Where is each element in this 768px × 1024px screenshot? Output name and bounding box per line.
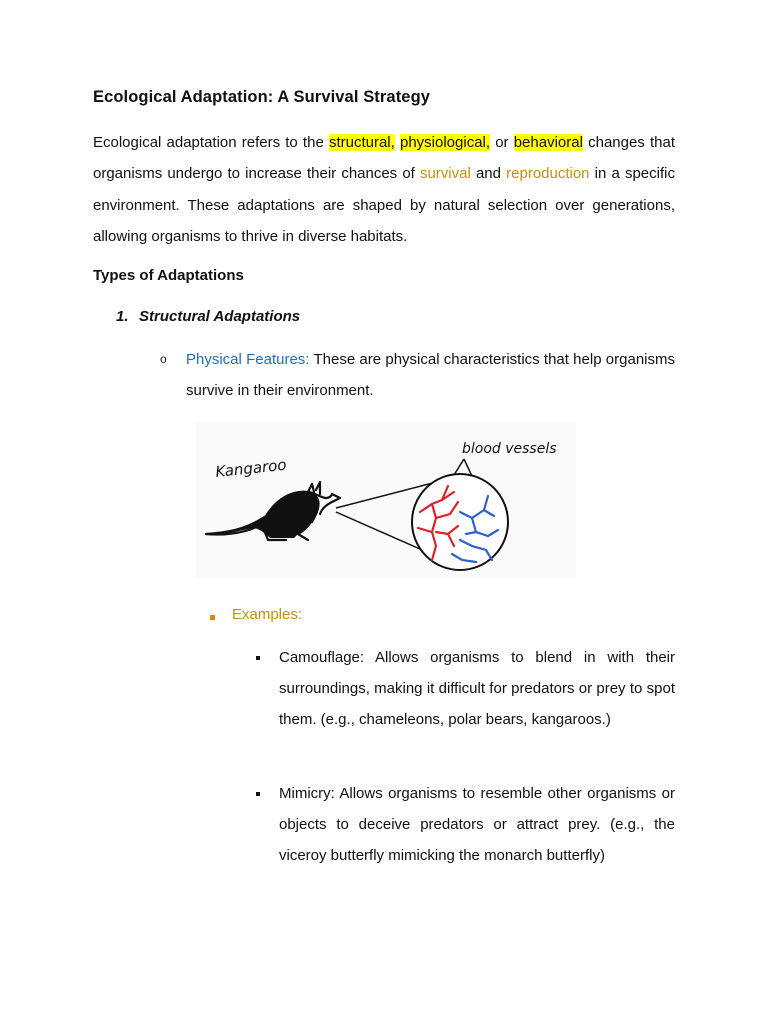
kangaroo-blood-vessels-figure <box>196 422 576 578</box>
section-number: 1. <box>116 308 129 325</box>
types-heading: Types of Adaptations <box>93 267 244 284</box>
kangaroo-label: Kangaroo <box>214 455 288 481</box>
example-camouflage: Camouflage: Allows organisms to blend in with their surroundings, making it difficult for predators or prey to spot them. (e.g., chameleons, polar bears, kangaroos.) <box>279 649 675 728</box>
section-heading-structural <box>116 308 300 325</box>
term-reproduction: reproduction <box>506 165 590 183</box>
magnified-view-circle <box>412 474 508 570</box>
highlight-structural: structural, <box>328 134 395 151</box>
highlight-behavioral: behavioral <box>513 134 583 151</box>
intro-text-1: Ecological adaptation refers to the <box>93 134 329 151</box>
blood-vessels-label: blood vessels <box>462 441 557 457</box>
intro-text-4: changes that organisms undergo to increase their chances of <box>93 134 675 183</box>
highlight-physiological: physiological, <box>399 134 491 151</box>
intro-text-5: and <box>470 165 507 183</box>
list-bullet-icon <box>256 792 260 796</box>
physical-features-label: Physical Features: <box>186 351 310 368</box>
list-bullet-icon <box>256 656 260 660</box>
intro-paragraph <box>93 127 675 252</box>
intro-text-3: or <box>490 134 514 151</box>
square-bullet-icon <box>210 615 215 620</box>
term-survival: survival <box>419 165 471 183</box>
example-mimicry: Mimicry: Allows organisms to resemble other organisms or objects to deceive predators or attract prey. (e.g., the viceroy butterfly mimicking the monarch butterfly) <box>279 785 675 864</box>
physical-features-item <box>186 344 675 406</box>
section-title: Structural Adaptations <box>139 308 301 325</box>
examples-label: Examples: <box>232 606 303 623</box>
physical-features-text: These are physical characteristics that help organisms survive in their environment. <box>186 351 675 399</box>
circle-bullet-icon: o <box>160 352 167 366</box>
page-title: Ecological Adaptation: A Survival Strategy <box>93 88 431 106</box>
intro-text-6: in a specific environment. These adaptations are shaped by natural selection over generations, allowing organisms to thrive in diverse habitats. <box>93 165 675 245</box>
